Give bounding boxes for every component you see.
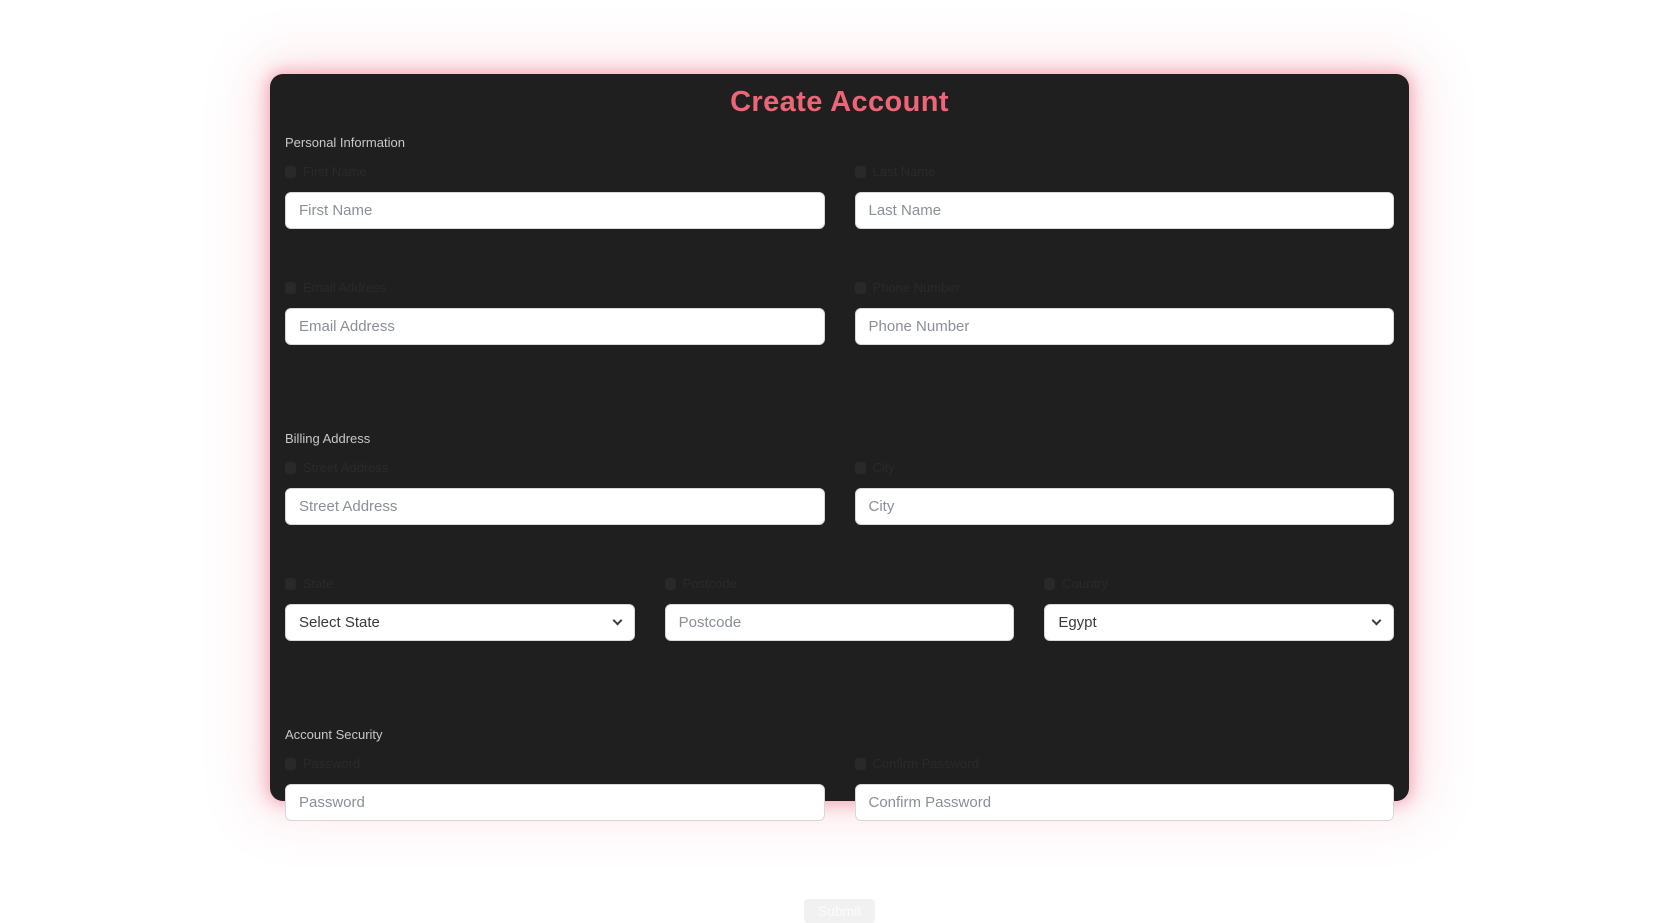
contact-row (285, 279, 1394, 395)
create-account-card (270, 74, 1409, 919)
personal-name-row (285, 163, 1394, 279)
phone-label-text: Phone Number (872, 280, 960, 295)
last-name-label (855, 163, 1395, 180)
mail-icon (285, 282, 296, 294)
last-name-group (855, 163, 1395, 229)
email-input[interactable] (285, 308, 825, 345)
street-address-input[interactable] (285, 488, 825, 525)
map-pin-icon (285, 578, 296, 590)
country-select[interactable] (1044, 604, 1394, 641)
postcode-input[interactable] (665, 604, 1015, 641)
page-title: Create Account (730, 86, 949, 118)
phone-input[interactable] (855, 308, 1395, 345)
confirm-password-label-text: Confirm Password (872, 756, 979, 771)
section-label-account-security: Account Security (285, 727, 383, 742)
submit-row (285, 899, 1394, 923)
postcode-label-text: Postcode (682, 576, 737, 591)
state-label (285, 575, 635, 592)
user-icon (855, 166, 866, 178)
confirm-password-label (855, 755, 1395, 772)
state-select[interactable] (285, 604, 635, 641)
phone-group (855, 279, 1395, 345)
state-label-text: State (303, 576, 334, 591)
phone-label (855, 279, 1395, 296)
city-label-text: City (872, 460, 895, 475)
street-label-text: Street Address (303, 460, 389, 475)
country-select-wrap (1044, 604, 1394, 641)
last-name-input[interactable] (855, 192, 1395, 229)
city-group (855, 459, 1395, 525)
country-group (1044, 575, 1394, 641)
country-label-text: Country (1062, 576, 1108, 591)
confirm-password-input[interactable] (855, 784, 1395, 821)
city-input[interactable] (855, 488, 1395, 525)
postcode-label (665, 575, 1015, 592)
building-icon (855, 462, 866, 474)
user-icon (285, 166, 296, 178)
postcode-group (665, 575, 1015, 641)
phone-icon (855, 282, 866, 294)
first-name-group (285, 163, 825, 229)
globe-icon (1044, 578, 1055, 590)
email-group (285, 279, 825, 345)
state-select-wrap (285, 604, 635, 641)
email-label (285, 279, 825, 296)
country-label (1044, 575, 1394, 592)
password-label-text: Password (303, 756, 361, 771)
password-row (285, 755, 1394, 871)
submit-button[interactable]: Submit (804, 899, 876, 923)
section-label-billing-address: Billing Address (285, 431, 371, 446)
home-icon (285, 462, 296, 474)
lock-icon (285, 758, 296, 770)
email-label-text: Email Address (303, 280, 387, 295)
street-group (285, 459, 825, 525)
region-row (285, 575, 1394, 691)
street-label (285, 459, 825, 476)
first-name-label-text: First Name (303, 164, 367, 179)
first-name-label (285, 163, 825, 180)
password-input[interactable] (285, 784, 825, 821)
lock-icon (855, 758, 866, 770)
section-label-personal-information: Personal Information (285, 135, 405, 150)
confirm-password-group (855, 755, 1395, 821)
last-name-label-text: Last Name (872, 164, 936, 179)
password-label (285, 755, 825, 772)
city-label (855, 459, 1395, 476)
password-group (285, 755, 825, 821)
state-group (285, 575, 635, 641)
address-row (285, 459, 1394, 575)
mailbox-icon (665, 578, 676, 590)
first-name-input[interactable] (285, 192, 825, 229)
